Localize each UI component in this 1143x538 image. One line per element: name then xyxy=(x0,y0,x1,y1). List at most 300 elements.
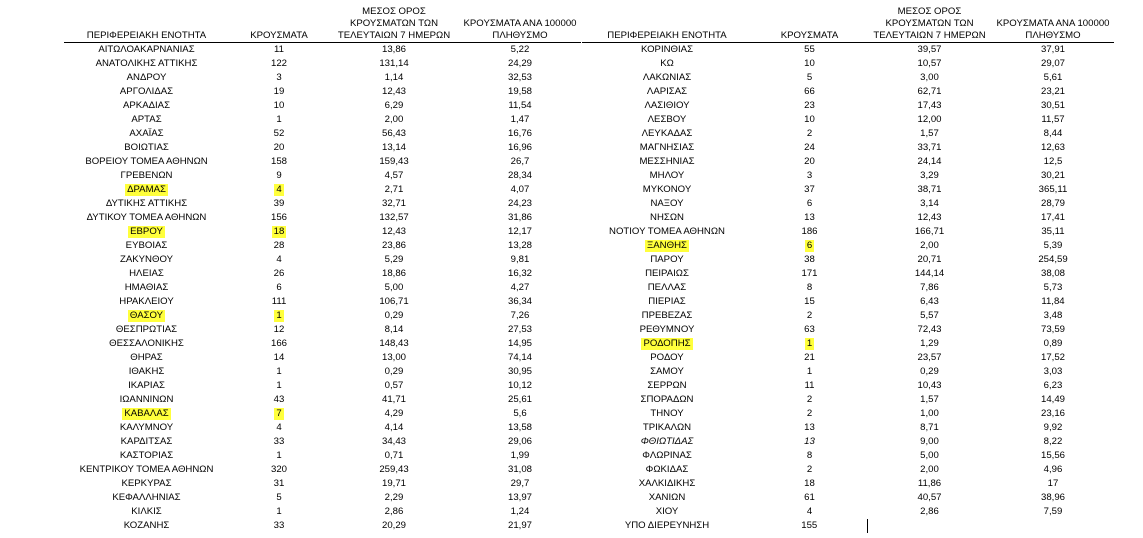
avg7-cell: 12,43 xyxy=(381,226,406,237)
region-cell: ΣΕΡΡΩΝ xyxy=(647,380,687,391)
avg7-cell: 259,43 xyxy=(379,464,409,475)
per100k-cell: 5,73 xyxy=(1043,282,1063,293)
avg7-cell: 13,00 xyxy=(381,352,406,363)
region-cell: ΕΒΡΟΥ xyxy=(130,226,163,237)
right-table-body xyxy=(582,43,1114,534)
avg7-cell xyxy=(867,519,992,533)
avg7-cell: 2,29 xyxy=(384,492,404,503)
region-cell: ΚΩ xyxy=(660,58,674,69)
avg7-cell: 40,57 xyxy=(917,492,942,503)
per100k-cell: 23,16 xyxy=(1040,408,1065,419)
region-cell: ΛΕΣΒΟΥ xyxy=(647,114,687,125)
per100k-cell: 8,44 xyxy=(1043,128,1063,139)
cases-cell: 4 xyxy=(276,184,282,195)
region-cell: ΝΗΣΩΝ xyxy=(650,212,684,223)
cases-cell: 156 xyxy=(270,212,287,223)
table-row xyxy=(582,309,1114,323)
table-row xyxy=(582,449,1114,463)
cases-cell: 13 xyxy=(804,422,815,433)
avg7-cell: 3,29 xyxy=(920,170,939,181)
per100k-cell: 7,26 xyxy=(510,310,530,321)
cases-cell: 33 xyxy=(273,436,285,447)
cases-cell: 171 xyxy=(801,268,818,279)
cases-cell: 5 xyxy=(276,492,282,503)
table-row xyxy=(64,351,581,365)
region-cell: ΑΡΓΟΛΙΔΑΣ xyxy=(119,86,174,97)
table-row xyxy=(582,393,1114,407)
region-cell: ΜΕΣΣΗΝΙΑΣ xyxy=(639,156,695,167)
cases-cell: 13 xyxy=(804,212,815,223)
avg7-cell: 11,86 xyxy=(917,478,942,489)
region-cell: ΚΑΛΥΜΝΟΥ xyxy=(119,422,174,433)
table-row xyxy=(582,99,1114,113)
region-cell: ΤΗΝΟΥ xyxy=(650,408,684,419)
cases-cell: 7 xyxy=(276,408,282,419)
table-row xyxy=(582,505,1114,519)
per100k-cell: 1,47 xyxy=(510,114,530,125)
table-row xyxy=(64,393,581,407)
cases-cell: 14 xyxy=(273,352,285,363)
left-cases-table xyxy=(64,0,581,533)
avg7-cell: 144,14 xyxy=(914,268,945,279)
region-cell: ΡΕΘΥΜΝΟΥ xyxy=(639,324,695,335)
avg7-cell: 0,57 xyxy=(384,380,404,391)
cases-cell: 2 xyxy=(806,408,813,419)
per100k-cell: 365,11 xyxy=(1038,184,1068,195)
table-row xyxy=(582,43,1114,58)
per100k-cell: 5,61 xyxy=(1043,72,1063,83)
region-cell: ΘΕΣΣΑΛΟΝΙΚΗΣ xyxy=(109,338,184,349)
per100k-cell: 17,41 xyxy=(1040,212,1065,223)
per100k-cell: 30,95 xyxy=(507,366,532,377)
region-cell: ΓΡΕΒΕΝΩΝ xyxy=(120,170,173,181)
header-row xyxy=(64,0,581,43)
region-cell: ΠΑΡΟΥ xyxy=(650,254,684,265)
avg7-cell: 12,43 xyxy=(917,212,942,223)
table-row xyxy=(582,57,1114,71)
region-cell: ΦΘΙΩΤΙΔΑΣ xyxy=(640,436,694,447)
cases-cell: 166 xyxy=(270,338,287,349)
region-cell: ΦΛΩΡΙΝΑΣ xyxy=(642,450,692,461)
per100k-cell: 4,96 xyxy=(1043,464,1063,475)
cases-cell: 1 xyxy=(276,380,282,391)
per100k-cell: 27,53 xyxy=(507,324,532,335)
avg7-cell: 1,14 xyxy=(384,72,404,83)
avg7-cell: 39,57 xyxy=(917,44,942,55)
region-cell: ΧΑΛΚΙΔΙΚΗΣ xyxy=(638,478,696,489)
avg7-cell: 17,43 xyxy=(917,100,942,111)
table-row xyxy=(582,85,1114,99)
cases-cell: 3 xyxy=(806,170,813,181)
cases-cell: 13 xyxy=(804,436,815,447)
cases-cell: 37 xyxy=(804,184,815,195)
avg7-cell: 3,00 xyxy=(920,72,939,83)
cases-cell: 9 xyxy=(276,170,282,181)
region-cell: ΤΡΙΚΑΛΩΝ xyxy=(642,422,692,433)
avg7-cell: 20,29 xyxy=(381,520,406,531)
table-row xyxy=(582,351,1114,365)
avg7-cell: 4,29 xyxy=(384,408,404,419)
cases-cell: 66 xyxy=(804,86,815,97)
region-cell: ΡΟΔΟΠΗΣ xyxy=(643,338,691,349)
avg7-cell: 4,14 xyxy=(384,422,404,433)
table-row xyxy=(64,169,581,183)
avg7-cell: 12,43 xyxy=(381,86,406,97)
region-cell: ΘΕΣΠΡΩΤΙΑΣ xyxy=(115,324,178,335)
cases-cell: 4 xyxy=(276,422,282,433)
region-cell: ΚΕΡΚΥΡΑΣ xyxy=(121,478,172,489)
per100k-cell: 29,7 xyxy=(510,478,530,489)
cases-cell: 122 xyxy=(270,58,287,69)
region-cell: ΔΡΑΜΑΣ xyxy=(127,184,166,195)
table-row xyxy=(582,407,1114,421)
cases-cell: 4 xyxy=(276,254,282,265)
per100k-cell: 74,14 xyxy=(507,352,532,363)
region-cell: ΚΑΒΑΛΑΣ xyxy=(124,408,169,419)
region-cell: ΝΑΞΟΥ xyxy=(650,198,684,209)
cases-cell: 20 xyxy=(273,142,285,153)
table-row xyxy=(64,141,581,155)
avg7-cell: 106,71 xyxy=(379,296,409,307)
table-row xyxy=(582,421,1114,435)
table-row xyxy=(582,113,1114,127)
cases-cell: 320 xyxy=(270,464,287,475)
per100k-cell: 32,53 xyxy=(507,72,532,83)
avg7-cell: 10,43 xyxy=(917,380,942,391)
table-row xyxy=(64,379,581,393)
cases-cell: 1 xyxy=(276,114,282,125)
cases-cell: 43 xyxy=(273,394,285,405)
header-cases: ΚΡΟΥΣΜΑΤΑ xyxy=(752,0,867,43)
cases-cell: 11 xyxy=(804,380,815,391)
table-row xyxy=(64,421,581,435)
per100k-cell: 1,99 xyxy=(510,450,530,461)
table-row xyxy=(64,211,581,225)
avg7-cell: 6,29 xyxy=(384,100,404,111)
per100k-cell: 30,51 xyxy=(1040,100,1065,111)
avg7-cell: 18,86 xyxy=(381,268,406,279)
cases-cell: 26 xyxy=(273,268,285,279)
avg7-cell: 41,71 xyxy=(381,394,406,405)
per100k-cell: 13,58 xyxy=(507,422,532,433)
per100k-cell: 11,84 xyxy=(1041,296,1065,307)
table-row xyxy=(64,71,581,85)
table-row xyxy=(582,127,1114,141)
cases-cell: 20 xyxy=(804,156,815,167)
table-row xyxy=(582,225,1114,239)
region-cell: ΗΡΑΚΛΕΙΟΥ xyxy=(119,296,174,307)
cases-cell: 8 xyxy=(806,450,813,461)
per100k-cell: 13,28 xyxy=(507,240,532,251)
region-cell: ΚΕΦΑΛΛΗΝΙΑΣ xyxy=(112,492,181,503)
avg7-cell: 33,71 xyxy=(917,142,942,153)
cases-cell: 10 xyxy=(804,58,815,69)
per100k-cell: 5,22 xyxy=(510,44,530,55)
cases-cell: 1 xyxy=(276,506,282,517)
avg7-cell: 1,00 xyxy=(920,408,939,419)
per100k-cell: 36,34 xyxy=(507,296,532,307)
region-cell: ΘΗΡΑΣ xyxy=(130,352,163,363)
per100k-cell: 15,56 xyxy=(1040,450,1065,461)
region-cell: ΠΕΙΡΑΙΩΣ xyxy=(645,268,689,279)
region-cell: ΑΝΑΤΟΛΙΚΗΣ ΑΤΤΙΚΗΣ xyxy=(95,58,198,69)
per100k-cell: 14,49 xyxy=(1040,394,1065,405)
avg7-cell: 72,43 xyxy=(917,324,942,335)
header-avg7: ΜΕΣΟΣ ΟΡΟΣ ΚΡΟΥΣΜΑΤΩΝ ΤΩΝ ΤΕΛΕΥΤΑΙΩΝ 7 ΗΜΕΡΩΝ xyxy=(329,0,459,43)
avg7-cell: 38,71 xyxy=(917,184,942,195)
avg7-cell: 5,00 xyxy=(920,450,939,461)
table-row xyxy=(582,239,1114,253)
avg7-cell: 23,57 xyxy=(917,352,942,363)
per100k-cell: 11,57 xyxy=(1041,114,1065,125)
table-row xyxy=(64,323,581,337)
table-row xyxy=(64,337,581,351)
per100k-cell: 21,97 xyxy=(507,520,532,531)
cases-cell: 18 xyxy=(804,478,815,489)
per100k-cell: 17,52 xyxy=(1040,352,1065,363)
per100k-cell: 38,96 xyxy=(1040,492,1065,503)
header-row xyxy=(582,0,1114,43)
per100k-cell: 4,27 xyxy=(510,282,530,293)
table-row xyxy=(64,491,581,505)
header-avg7: ΜΕΣΟΣ ΟΡΟΣ ΚΡΟΥΣΜΑΤΩΝ ΤΩΝ ΤΕΛΕΥΤΑΙΩΝ 7 ΗΜΕΡΩΝ xyxy=(867,0,992,43)
avg7-cell: 131,14 xyxy=(379,58,409,69)
region-cell: ΒΟΙΩΤΙΑΣ xyxy=(124,142,169,153)
avg7-cell: 1,57 xyxy=(920,394,939,405)
cases-cell: 38 xyxy=(804,254,815,265)
cases-cell: 2 xyxy=(806,128,813,139)
cases-cell: 1 xyxy=(276,450,282,461)
region-cell: ΗΜΑΘΙΑΣ xyxy=(124,282,169,293)
region-cell: ΚΟΡΙΝΘΙΑΣ xyxy=(640,44,694,55)
table-row xyxy=(64,183,581,197)
region-cell: ΑΡΚΑΔΙΑΣ xyxy=(123,100,170,111)
per100k-cell: 9,81 xyxy=(510,254,530,265)
per100k-cell: 24,29 xyxy=(507,58,532,69)
table-row xyxy=(582,295,1114,309)
cases-cell: 10 xyxy=(273,100,285,111)
region-cell: ΛΑΚΩΝΙΑΣ xyxy=(642,72,692,83)
table-row xyxy=(64,43,581,58)
region-cell: ΜΑΓΝΗΣΙΑΣ xyxy=(639,142,695,153)
cases-cell: 23 xyxy=(804,100,815,111)
avg7-cell: 159,43 xyxy=(379,156,409,167)
per100k-cell: 37,91 xyxy=(1040,44,1065,55)
avg7-cell: 132,57 xyxy=(379,212,409,223)
avg7-cell: 9,00 xyxy=(920,436,939,447)
cases-cell: 1 xyxy=(276,366,282,377)
per100k-cell: 12,5 xyxy=(1043,156,1063,167)
header-region: ΠΕΡΙΦΕΡΕΙΑΚΗ ΕΝΟΤΗΤΑ xyxy=(582,0,752,43)
region-cell: ΒΟΡΕΙΟΥ ΤΟΜΕΑ ΑΘΗΝΩΝ xyxy=(85,156,208,167)
avg7-cell: 2,00 xyxy=(920,464,939,475)
avg7-cell: 4,57 xyxy=(384,170,404,181)
per100k-cell: 5,6 xyxy=(513,408,527,419)
table-row xyxy=(64,197,581,211)
region-cell: ΑΝΔΡΟΥ xyxy=(126,72,167,83)
region-cell: ΚΟΖΑΝΗΣ xyxy=(123,520,170,531)
table-row xyxy=(582,365,1114,379)
cases-cell: 2 xyxy=(806,464,813,475)
per100k-cell: 9,92 xyxy=(1043,422,1063,433)
header-cases: ΚΡΟΥΣΜΑΤΑ xyxy=(229,0,329,43)
avg7-cell: 19,71 xyxy=(381,478,406,489)
region-cell: ΚΕΝΤΡΙΚΟΥ ΤΟΜΕΑ ΑΘΗΝΩΝ xyxy=(79,464,214,475)
region-cell: ΛΑΣΙΘΙΟΥ xyxy=(644,100,690,111)
avg7-cell: 23,86 xyxy=(381,240,406,251)
table-row xyxy=(582,71,1114,85)
per100k-cell: 6,23 xyxy=(1043,380,1063,391)
avg7-cell: 7,86 xyxy=(920,282,939,293)
region-cell: ΦΩΚΙΔΑΣ xyxy=(645,464,689,475)
cases-cell: 21 xyxy=(804,352,815,363)
per100k-cell: 31,08 xyxy=(507,464,532,475)
per100k-cell: 24,23 xyxy=(507,198,532,209)
cases-cell: 3 xyxy=(276,72,282,83)
avg7-cell: 8,14 xyxy=(384,324,404,335)
avg7-cell: 0,71 xyxy=(384,450,404,461)
per100k-cell: 10,12 xyxy=(507,380,532,391)
per100k-cell: 1,24 xyxy=(510,506,530,517)
table-row xyxy=(64,449,581,463)
region-cell: ΚΙΛΚΙΣ xyxy=(131,506,162,517)
avg7-cell: 148,43 xyxy=(379,338,409,349)
per100k-cell: 30,21 xyxy=(1040,170,1065,181)
cases-cell: 6 xyxy=(806,240,813,251)
region-cell: ΜΗΛΟΥ xyxy=(649,170,685,181)
avg7-cell: 62,71 xyxy=(917,86,942,97)
table-row xyxy=(64,295,581,309)
header-per100k: ΚΡΟΥΣΜΑΤΑ ΑΝΑ 100000 ΠΛΗΘΥΣΜΟ xyxy=(459,0,581,43)
region-cell: ΙΚΑΡΙΑΣ xyxy=(128,380,165,391)
region-cell: ΛΕΥΚΑΔΑΣ xyxy=(641,128,693,139)
table-row xyxy=(64,253,581,267)
avg7-cell: 0,29 xyxy=(384,310,404,321)
table-row xyxy=(582,379,1114,393)
avg7-cell: 5,57 xyxy=(920,310,939,321)
region-cell: ΔΥΤΙΚΟΥ ΤΟΜΕΑ ΑΘΗΝΩΝ xyxy=(86,212,207,223)
per100k-cell: 25,61 xyxy=(507,394,532,405)
table-row xyxy=(582,253,1114,267)
region-cell: ΧΙΟΥ xyxy=(655,506,679,517)
cases-cell: 10 xyxy=(804,114,815,125)
cases-cell: 1 xyxy=(806,338,813,349)
region-cell: ΠΙΕΡΙΑΣ xyxy=(648,296,686,307)
table-row xyxy=(64,505,581,519)
table-row xyxy=(582,267,1114,281)
table-row xyxy=(64,155,581,169)
per100k-cell: 28,34 xyxy=(507,170,532,181)
table-row xyxy=(582,169,1114,183)
region-cell: ΖΑΚΥΝΘΟΥ xyxy=(120,254,173,265)
table-row xyxy=(64,435,581,449)
table-row xyxy=(582,477,1114,491)
cases-cell: 6 xyxy=(276,282,282,293)
per100k-cell: 16,96 xyxy=(507,142,532,153)
table-row xyxy=(64,113,581,127)
region-cell: ΙΩΑΝΝΙΝΩΝ xyxy=(119,394,174,405)
table-row xyxy=(582,155,1114,169)
cases-cell: 19 xyxy=(273,86,285,97)
per100k-cell: 31,86 xyxy=(507,212,532,223)
per100k-cell: 4,07 xyxy=(510,184,530,195)
table-row xyxy=(64,127,581,141)
cases-cell: 158 xyxy=(270,156,287,167)
cases-cell: 15 xyxy=(804,296,815,307)
avg7-cell: 56,43 xyxy=(381,128,406,139)
avg7-cell: 24,14 xyxy=(917,156,942,167)
avg7-cell: 5,00 xyxy=(384,282,404,293)
avg7-cell: 8,71 xyxy=(920,422,939,433)
per100k-cell: 3,03 xyxy=(1043,366,1063,377)
per100k-cell: 3,48 xyxy=(1043,310,1063,321)
avg7-cell: 34,43 xyxy=(381,436,406,447)
avg7-cell: 12,00 xyxy=(917,114,942,125)
avg7-cell: 2,86 xyxy=(920,506,939,517)
avg7-cell: 0,29 xyxy=(920,366,939,377)
avg7-cell: 13,14 xyxy=(381,142,406,153)
avg7-cell: 166,71 xyxy=(914,226,945,237)
cases-cell: 8 xyxy=(806,282,813,293)
cases-cell: 31 xyxy=(273,478,285,489)
table-row xyxy=(64,365,581,379)
table-row xyxy=(64,239,581,253)
table-row xyxy=(64,281,581,295)
avg7-cell: 3,14 xyxy=(920,198,939,209)
table-row xyxy=(64,85,581,99)
avg7-cell: 2,00 xyxy=(920,240,939,251)
region-cell: ΠΡΕΒΕΖΑΣ xyxy=(641,310,693,321)
avg7-cell: 13,86 xyxy=(381,44,406,55)
per100k-cell: 35,11 xyxy=(1041,226,1065,237)
table-row xyxy=(64,57,581,71)
cases-cell: 63 xyxy=(804,324,815,335)
per100k-cell: 14,95 xyxy=(507,338,532,349)
avg7-cell: 6,43 xyxy=(920,296,939,307)
table-row xyxy=(582,281,1114,295)
avg7-cell: 2,71 xyxy=(384,184,404,195)
per100k-cell: 16,76 xyxy=(507,128,532,139)
cases-cell: 24 xyxy=(804,142,815,153)
right-cases-table xyxy=(582,0,1114,533)
avg7-cell: 2,00 xyxy=(384,114,404,125)
cases-cell: 186 xyxy=(801,226,818,237)
per100k-cell: 73,59 xyxy=(1040,324,1065,335)
cases-cell: 155 xyxy=(801,520,818,531)
cases-cell: 5 xyxy=(806,72,813,83)
per100k-cell: 13,97 xyxy=(507,492,532,503)
cases-cell: 33 xyxy=(273,520,285,531)
table-row xyxy=(582,183,1114,197)
cases-cell: 55 xyxy=(804,44,815,55)
region-cell: ΠΕΛΛΑΣ xyxy=(647,282,687,293)
table-row xyxy=(64,309,581,323)
per100k-cell: 29,07 xyxy=(1040,58,1065,69)
region-cell: ΞΑΝΘΗΣ xyxy=(647,240,687,251)
table-row xyxy=(64,477,581,491)
region-cell: ΧΑΝΙΩΝ xyxy=(648,492,686,503)
per100k-cell: 254,59 xyxy=(1038,254,1068,265)
table-row xyxy=(582,197,1114,211)
cases-cell: 2 xyxy=(806,310,813,321)
region-cell: ΑΧΑΪΑΣ xyxy=(129,128,164,139)
region-cell: ΛΑΡΙΣΑΣ xyxy=(646,86,688,97)
avg7-cell: 32,71 xyxy=(381,198,406,209)
cases-cell: 6 xyxy=(806,198,813,209)
cases-cell: 111 xyxy=(271,296,287,307)
table-row xyxy=(64,463,581,477)
region-cell: ΝΟΤΙΟΥ ΤΟΜΕΑ ΑΘΗΝΩΝ xyxy=(609,226,725,237)
